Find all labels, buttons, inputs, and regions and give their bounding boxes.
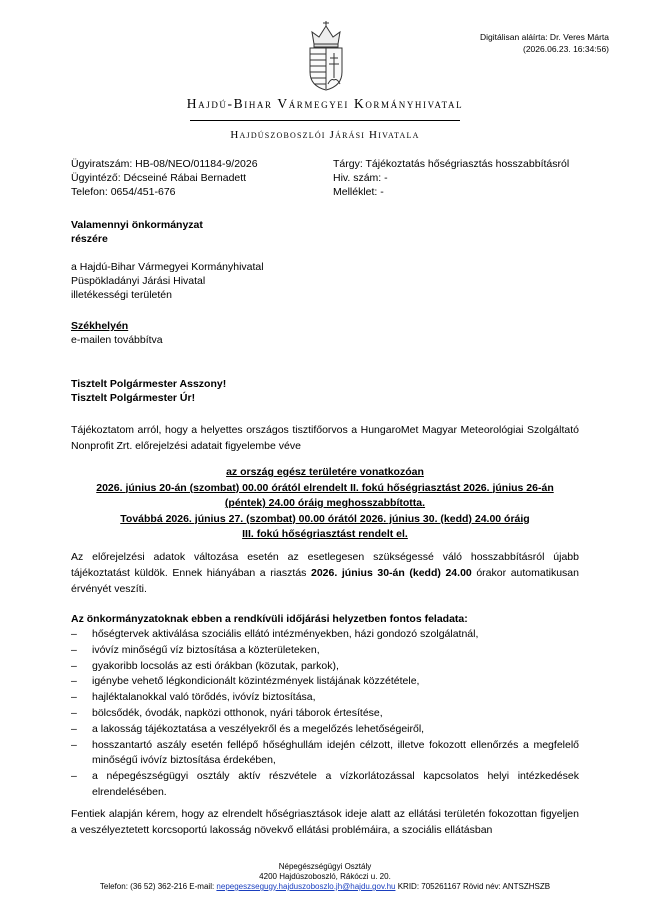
office-name: Hajdú-Bihar Vármegyei Kormányhivatal [186,96,464,111]
expiry-paragraph [71,549,579,597]
footer-department: Népegészségügyi Osztály [278,862,372,871]
task-text: bölcsődék, óvodák, napközi otthonok, nyári táborok értesítése, [92,706,383,719]
dash: – [71,659,77,672]
recipient-area-1: a Hajdú-Bihar Vármegyei Kormányhivatal [71,261,264,273]
attachment: Melléklet: - [333,186,384,198]
alert-line-5: III. fokú hőségriasztást rendelt el. [242,528,408,540]
greeting [71,377,226,405]
recipient-seat [71,319,163,347]
list-item [71,627,579,643]
recipient [71,218,203,246]
intro-paragraph: Tájékoztatom arról, hogy a helyettes országos tisztifőorvos a HungaroMet Magyar Meteorológiai Szolgáltató Nonprofit Zrt. előrejelzési adatait figyelembe véve [71,424,579,452]
administrator: Ügyintéző: Décseiné Rábai Bernadett [71,172,247,184]
phone: Telefon: 0654/451-676 [71,186,176,198]
dash: – [71,643,77,656]
alert-line-4: Továbbá 2026. június 27. (szombat) 00.00 órától 2026. június 30. (kedd) 24.00 óráig [120,512,530,525]
recipient-line-2: részére [71,233,108,245]
page-footer [0,862,650,892]
recipient-line-1: Valamennyi önkormányzat [71,219,203,231]
dash: – [71,770,77,783]
digital-signature [480,31,609,55]
footer-phone: Telefon: (36 52) 362-216 E-mail: [99,882,217,891]
alert-line-3: (péntek) 24.00 óráig meghosszabbította. [224,497,426,509]
task-text: ivóvíz minőségű víz biztosítása a közterületeken, [92,643,320,656]
expiry-text-a: Az előrejelzési adatok változása esetén az esetlegesen szükségessé váló hosszabbításról újabb tájékoztatást küldök. Ennek hiányában a riasztás [71,551,579,579]
footer-krid: KRID: 705261167 Rövid név: ANTSZHSZB [395,882,551,891]
case-meta-right [333,157,569,199]
list-item [71,738,579,770]
subject: Tárgy: Tájékoztatás hőségriasztás hosszabbításról [333,158,570,170]
greeting-line-2: Tisztelt Polgármester Úr! [71,392,196,404]
header-divider [190,120,460,121]
list-item [71,706,579,722]
signature-timestamp: (2026.06.23. 16:34:56) [522,44,609,54]
greeting-line-1: Tisztelt Polgármester Asszony! [71,378,227,390]
dash: – [71,738,77,751]
seat-title: Székhelyén [71,320,129,332]
task-text: hőségtervek aktiválása szociális ellátó intézményekben, házi gondozó szolgálatnál, [92,628,479,640]
task-text: gyakoribb locsolás az esti órákban (közutak, parkok), [92,659,339,672]
dash: – [71,706,77,719]
seat-note: e-mailen továbbítva [71,334,163,346]
task-text: hosszantartó aszály esetén fellépő hőséghullám idején célzott, illetve fokozott ellenőrzés a megfelelő minőségű ivóvíz biztosítása érdekében, [92,738,579,767]
task-text: igénybe vehető légkondicionált közintézmények listájának közzététele, [92,675,420,688]
recipient-area-3: illetékességi területén [71,289,172,301]
list-item [71,690,579,706]
task-text: a népegészségügyi osztály aktív részvétele a vízkorlátozással kapcsolatos helyi intézkedések elrendelésében. [92,770,579,798]
dash: – [71,722,77,735]
tasks-heading: Az önkormányzatoknak ebben a rendkívüli időjárási helyzetben fontos feladata: [71,613,468,625]
list-item [71,659,579,675]
signature-signer: Digitálisan aláírta: Dr. Veres Márta [480,32,609,42]
list-item [71,722,579,738]
dash: – [71,628,77,640]
tasks-list [71,627,579,801]
recipient-area [71,260,264,302]
task-text: a lakosság tájékoztatása a veszélyekről és a megelőzés lehetőségeiről, [92,722,425,735]
alert-line-2: 2026. június 20-án (szombat) 00.00 órától elrendelt II. fokú hőségriasztást 2026. június 26-án [96,481,554,494]
closing-paragraph: Fentiek alapján kérem, hogy az elrendelt hőségriasztások ideje alatt az ellátási területén fokozottan figyeljen a veszélyeztetett korcsoportú lakosság növekvő ellátási problémáira, a szociális ellátásban [71,808,579,836]
list-item [71,674,579,690]
footer-email-link[interactable]: nepegeszsegugy.hajduszoboszlo.jh@hajdu.gov.hu [216,882,396,891]
recipient-area-2: Püspökladányi Járási Hivatal [71,275,206,287]
alert-notice [71,465,579,543]
hungarian-coat-of-arms-icon [302,20,350,92]
case-meta-left [71,157,258,199]
district-office-name: Hajdúszoboszlói Járási Hivatala [230,129,420,141]
footer-contact [0,882,650,892]
alert-line-1: az ország egész területére vonatkozóan [226,466,424,478]
expiry-text-c: órakor automatikusan érvényét veszíti. [71,567,579,595]
list-item [71,643,579,659]
task-text: hajléktalanokkal való törődés, ivóvíz biztosítása, [92,691,316,704]
expiry-date: 2026. június 30-án (kedd) 24.00 [311,567,472,579]
footer-address: 4200 Hajdúszoboszló, Rákóczi u. 20. [259,872,391,881]
dash: – [71,691,77,704]
reference-number: Hiv. szám: - [333,172,388,184]
dash: – [71,675,77,688]
list-item [71,769,579,801]
case-number: Ügyiratszám: HB-08/NEO/01184-9/2026 [71,158,258,170]
